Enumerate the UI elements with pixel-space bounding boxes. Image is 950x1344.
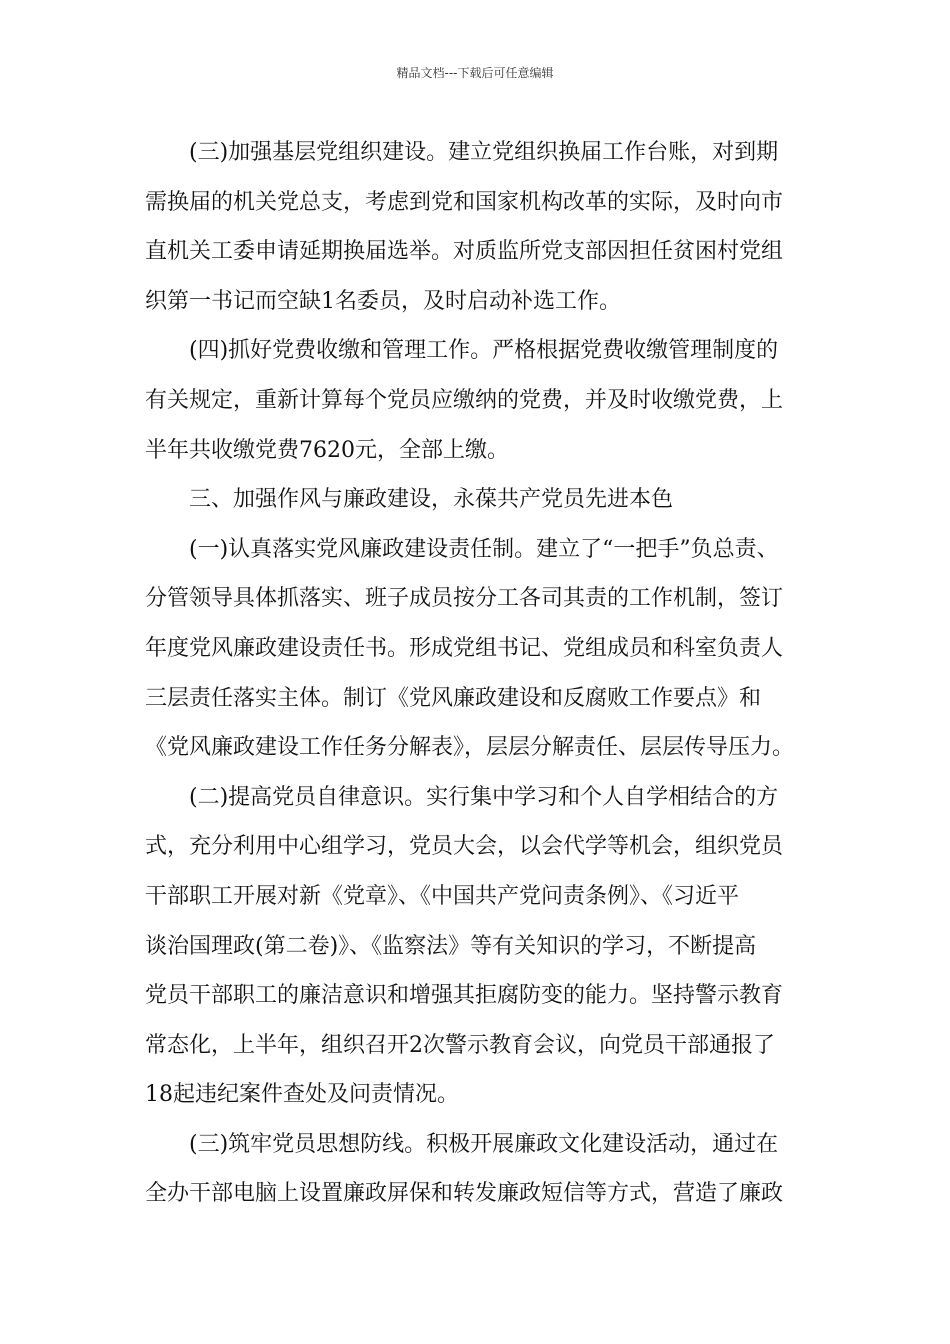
section-heading: 三、加强作风与廉政建设，永葆共产党员先进本色	[189, 487, 674, 513]
paragraph-line: 分管领导具体抓落实、班子成员按分工各司其责的工作机制，签订	[145, 586, 784, 612]
paragraph-line: 半年共收缴党费7620元，全部上缴。	[145, 437, 509, 463]
paragraph-line: (四)抓好党费收缴和管理工作。严格根据党费收缴管理制度的	[189, 338, 779, 364]
paragraph-line: 织第一书记而空缺1名委员，及时启动补选工作。	[145, 288, 621, 314]
paragraph-line: (三)筑牢党员思想防线。积极开展廉政文化建设活动，通过在	[189, 1131, 779, 1157]
paragraph-line: 干部职工开展对新《党章》、《中国共产党问责条例》、《习近平	[145, 883, 740, 909]
paragraph-line: 常态化，上半年，组织召开2次警示教育会议，向党员干部通报了	[145, 1032, 775, 1058]
paragraph-line: (二)提高党员自律意识。实行集中学习和个人自学相结合的方	[189, 784, 779, 810]
document-body	[145, 128, 805, 1219]
paragraph-line: 直机关工委申请延期换届选举。对质监所党支部因担任贫困村党组	[145, 239, 784, 265]
paragraph-line: 年度党风廉政建设责任书。形成党组书记、党组成员和科室负责人	[145, 635, 784, 661]
paragraph-line: 《党风廉政建设工作任务分解表》，层层分解责任、层层传导压力。	[145, 735, 795, 761]
paragraph-line: (一)认真落实党风廉政建设责任制。建立了“一把手”负总责、	[189, 536, 779, 562]
paragraph-line: 式，充分利用中心组学习，党员大会，以会代学等机会，组织党员	[145, 834, 784, 860]
paragraph-line: 党员干部职工的廉洁意识和增强其拒腐防变的能力。坚持警示教育	[145, 983, 784, 1009]
paragraph-line: (三)加强基层党组织建设。建立党组织换届工作台账，对到期	[189, 140, 779, 165]
paragraph-line: 全办干部电脑上设置廉政屏保和转发廉政短信等方式，营造了廉政	[145, 1181, 784, 1207]
paragraph-line: 谈治国理政(第二卷)》、《监察法》等有关知识的学习，不断提高	[145, 933, 757, 959]
paragraph-line: 三层责任落实主体。制订《党风廉政建设和反腐败工作要点》和	[145, 685, 762, 711]
paragraph-line: 18起违纪案件查处及问责情况。	[145, 1082, 459, 1108]
paragraph-line: 需换届的机关党总支，考虑到党和国家机构改革的实际，及时向市	[145, 189, 784, 215]
paragraph-line: 有关规定，重新计算每个党员应缴纳的党费，并及时收缴党费，上	[145, 387, 784, 413]
page-header: 精品文档---下载后可任意编辑	[396, 66, 554, 80]
